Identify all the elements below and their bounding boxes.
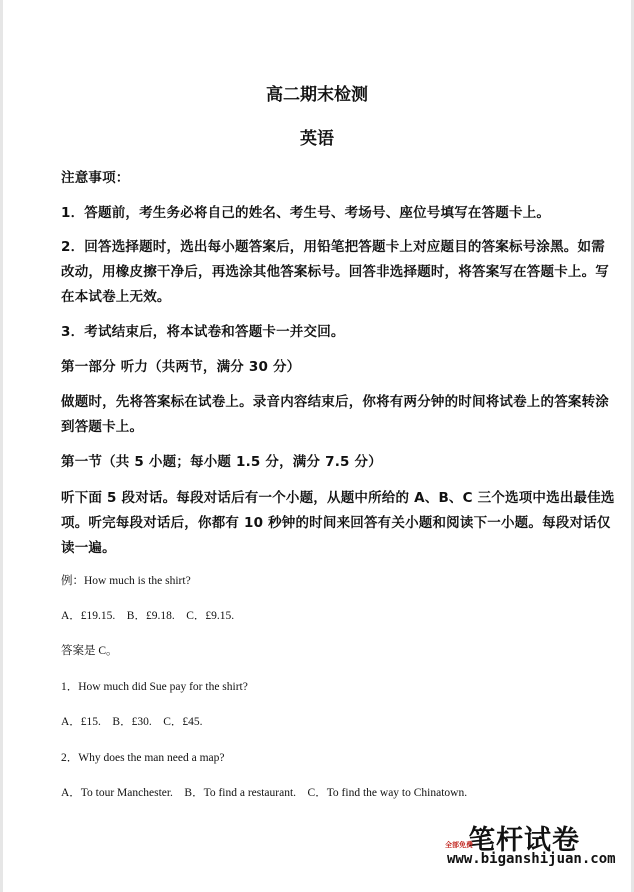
exam-title: 高二期末检测 xyxy=(266,85,368,105)
example-question: 例：How much is the shirt? xyxy=(61,575,191,587)
notice-item-2-line-3: 在本试卷上无效。 xyxy=(61,289,171,305)
section1-intro-line-1: 听下面 5 段对话。每段对话后有一个小题，从题中所给的 A、B、C 三个选项中选出最佳选 xyxy=(61,490,615,506)
part1-intro-line-1: 做题时，先将答案标在试卷上。录音内容结束后，你将有两分钟的时间将试卷上的答案转涂 xyxy=(61,394,609,410)
example-options: A．£19.15. B．£9.18. C．£9.15. xyxy=(61,610,235,622)
watermark-url: www.biganshijuan.com xyxy=(447,851,616,867)
section1-intro-line-3: 读一遍。 xyxy=(61,540,116,556)
notice-item-3: 3．考试结束后，将本试卷和答题卡一并交回。 xyxy=(61,324,345,340)
notice-item-2-line-2: 改动，用橡皮擦干净后，再选涂其他答案标号。回答非选择题时，将答案写在答题卡上。写 xyxy=(61,264,609,280)
section1-intro-line-2: 项。听完每段对话后，你都有 10 秒钟的时间来回答有关小题和阅读下一小题。每段对话仅 xyxy=(61,515,611,531)
watermark-brand: 笔杆试卷 xyxy=(468,825,580,856)
part1-intro-line-2: 到答题卡上。 xyxy=(61,419,144,435)
section1-heading: 第一节（共 5 小题；每小题 1.5 分，满分 7.5 分） xyxy=(61,454,382,470)
watermark-tag: 全部免费 xyxy=(445,841,473,849)
question-1: 1．How much did Sue pay for the shirt? xyxy=(61,681,248,693)
subject-title: 英语 xyxy=(300,129,334,149)
part1-heading: 第一部分 听力（共两节，满分 30 分） xyxy=(61,359,301,375)
notice-heading: 注意事项： xyxy=(61,170,130,186)
question-2-options: A．To tour Manchester. B．To find a restaurant. C．To find the way to Chinatown. xyxy=(61,787,468,799)
question-1-options: A．£15. B．£30. C．£45. xyxy=(61,716,203,728)
notice-item-1: 1．答题前，考生务必将自己的姓名、考生号、考场号、座位号填写在答题卡上。 xyxy=(61,205,551,221)
question-2: 2．Why does the man need a map? xyxy=(61,752,225,764)
notice-item-2-line-1: 2．回答选择题时，选出每小题答案后，用铅笔把答题卡上对应题目的答案标号涂黑。如需 xyxy=(61,239,605,255)
example-answer: 答案是 C。 xyxy=(61,645,118,657)
